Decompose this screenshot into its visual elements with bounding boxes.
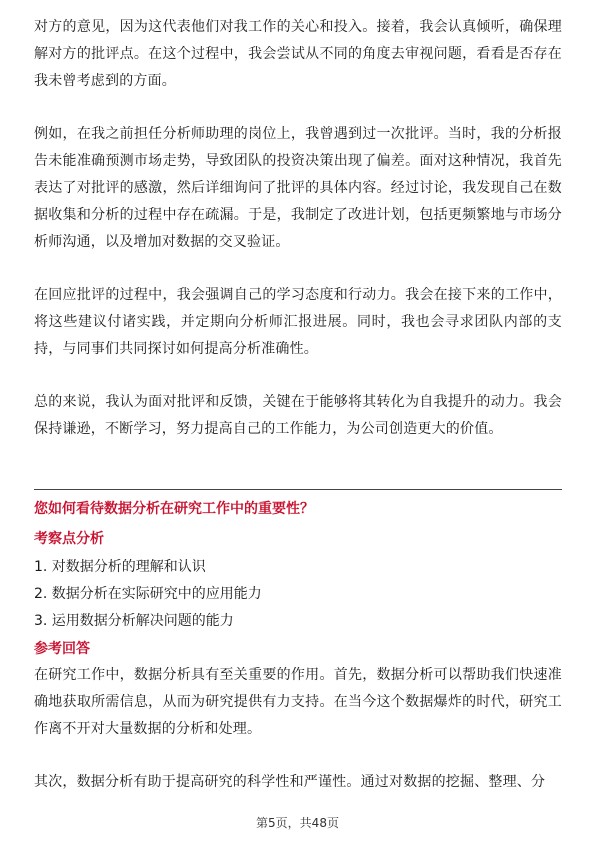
question-section xyxy=(34,528,562,796)
section-divider xyxy=(34,489,562,490)
paragraph-2: 例如，在我之前担任分析师助理的岗位上，我曾遇到过一次批评。当时，我的分析报告未能准确预测市场走势，导致团队的投资决策出现了偏差。面对这种情况，我首先表达了对批评的感激，然后详细询问了批评的具体内容。经过讨论，我发现自己在数据收集和分析的过程中存在疏漏。于是，我制定了改进计划，包括更频繁地与市场分析师沟通，以及增加对数据的交叉验证。 xyxy=(34,126,562,250)
question-heading: 您如何看待数据分析在研究工作中的重要性？ xyxy=(34,501,314,517)
analysis-title: 考察点分析 xyxy=(34,531,104,547)
analysis-item-1: 1. 对数据分析的理解和认识 xyxy=(34,559,206,575)
page-number: 第5页，共48页 xyxy=(256,816,339,830)
answer-paragraph-2: 其次，数据分析有助于提高研究的科学性和严谨性。通过对数据的挖掘、整理、分 xyxy=(34,774,546,790)
analysis-item-3: 3. 运用数据分析解决问题的能力 xyxy=(34,613,234,629)
body-text-top xyxy=(34,14,562,443)
paragraph-4: 总的来说，我认为面对批评和反馈，关键在于能够将其转化为自我提升的动力。我会保持谦逊，不断学习，努力提高自己的工作能力，为公司创造更大的价值。 xyxy=(34,394,562,437)
answer-title: 参考回答 xyxy=(34,641,90,657)
analysis-item-2: 2. 数据分析在实际研究中的应用能力 xyxy=(34,586,262,602)
answer-paragraph-1: 在研究工作中，数据分析具有至关重要的作用。首先，数据分析可以帮助我们快速准确地获取所需信息，从而为研究提供有力支持。在当今这个数据爆炸的时代，研究工作离不开对大量数据的分析和处理。 xyxy=(34,667,562,737)
paragraph-3: 在回应批评的过程中，我会强调自己的学习态度和行动力。我会在接下来的工作中，将这些建议付诸实践，并定期向分析师汇报进展。同时，我也会寻求团队内部的支持，与同事们共同探讨如何提高分析准确性。 xyxy=(34,287,562,357)
paragraph-1: 对方的意见，因为这代表他们对我工作的关心和投入。接着，我会认真倾听，确保理解对方的批评点。在这个过程中，我会尝试从不同的角度去审视问题，看看是否存在我未曾考虑到的方面。 xyxy=(34,19,562,89)
